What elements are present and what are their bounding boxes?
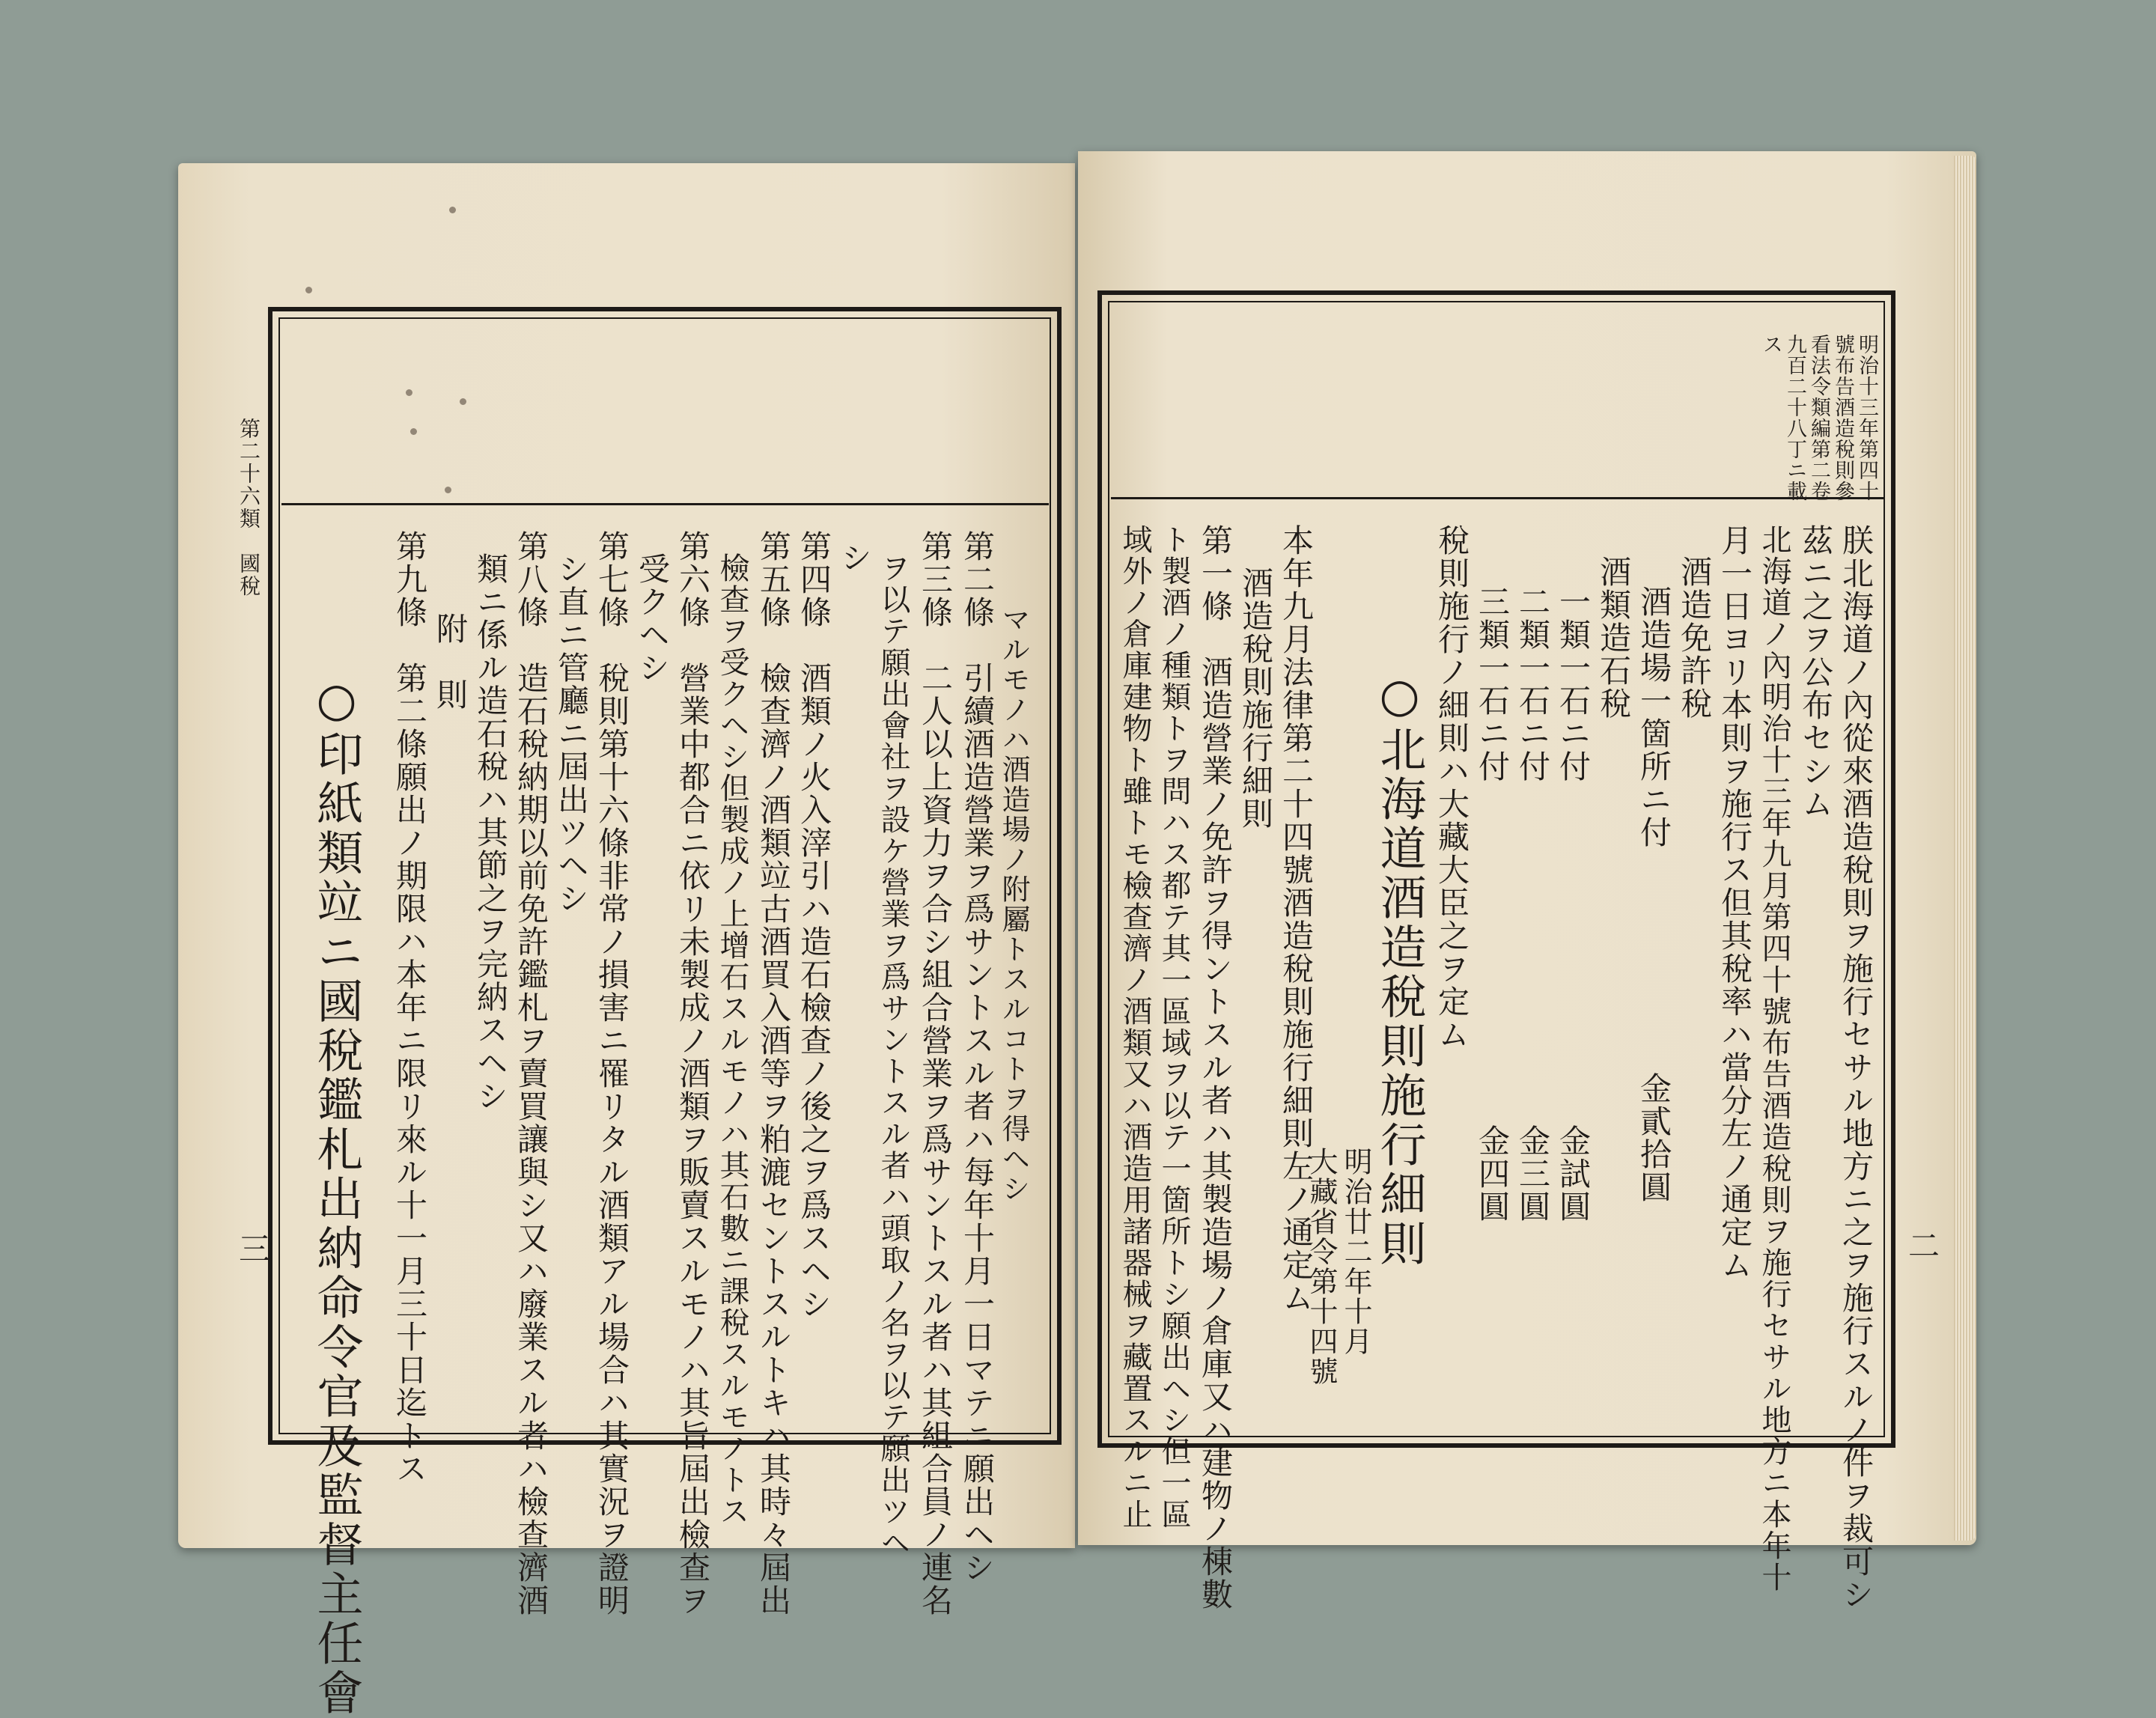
- left-col-1: マルモノハ酒造場ノ附屬トスルコトヲ得ヘシ: [997, 605, 1030, 1204]
- right-col-12: 本年九月法律第二十四號酒造稅則施行細則左ノ通定ム: [1278, 524, 1315, 1315]
- left-col-13: 第八條 造石稅納期以前免許鑑札ヲ賣買讓與シ又ハ廢業スル者ハ檢查濟酒: [513, 530, 549, 1617]
- right-col-10: 三類一石ニ付: [1474, 585, 1511, 783]
- right-col-11: 稅則施行ノ細則ハ大藏大臣之ヲ定ム: [1434, 524, 1470, 1051]
- amount-class-2: 金三圓: [1514, 1124, 1551, 1223]
- right-col-16: 域外ノ倉庫建物ト雖トモ檢查濟ノ酒類又ハ酒造用諸器械ヲ藏置スルニ止: [1118, 524, 1152, 1530]
- left-col-6: 第四條 酒類ノ火入滓引ハ造石檢查ノ後之ヲ爲スヘシ: [796, 530, 832, 1321]
- right-col-14: 第一條 酒造營業ノ免許ヲ得ントスル者ハ其製造場ノ倉庫又ハ建物ノ棟數: [1197, 524, 1234, 1611]
- open-book: [178, 150, 1990, 1718]
- right-col-5: 酒造免許稅: [1676, 555, 1713, 720]
- right-col-9: 二類一石ニ付: [1514, 585, 1551, 783]
- note-line-1: 明治十三年第四十: [1855, 334, 1878, 502]
- right-col-6: 酒造場一箇所ニ付: [1636, 585, 1672, 849]
- left-col-7: 第五條 檢查濟ノ酒類竝古酒買入酒等ヲ粕漉セントスルトキハ其時々屆出: [755, 530, 792, 1617]
- law-title: ○北海道酒造稅則施行細則: [1372, 668, 1427, 1269]
- left-col-10: 受クヘシ: [634, 552, 671, 684]
- amount-class-1: 金試圓: [1555, 1124, 1592, 1223]
- note-line-5: ス: [1759, 334, 1782, 355]
- left-col-11: 第七條 稅則第十六條非常ノ損害ニ罹リタル酒類アル場合ハ其實況ヲ證明: [594, 530, 630, 1617]
- right-col-7: 酒類造石稅: [1595, 555, 1632, 720]
- note-line-2: 號布告酒造稅則參: [1831, 334, 1854, 502]
- right-col-8: 一類一石ニ付: [1555, 585, 1592, 783]
- left-col-5: シ: [836, 541, 873, 574]
- amount-license-tax: 金貳拾圓: [1636, 1072, 1672, 1204]
- right-col-13: 酒造稅則施行細則: [1237, 567, 1274, 830]
- right-page-number: 二: [1904, 1229, 1940, 1262]
- left-section-heading: ○印紙類竝ニ國稅鑑札出納命令官及監督主任會: [309, 672, 364, 1718]
- right-header-rule: [1111, 497, 1884, 499]
- left-page: [178, 163, 1075, 1718]
- left-col-15: 附 則: [432, 612, 469, 711]
- law-number: 大藏省令第十四號: [1305, 1147, 1338, 1386]
- left-page-number: 三: [234, 1232, 271, 1265]
- right-col-15: ト製酒ノ種類トヲ問ハス都テ其一區域ヲ以テ一箇所トシ願出ヘシ但一區: [1157, 524, 1191, 1530]
- left-col-8: 檢查ヲ受クヘシ但製成ノ上增石スルモノハ其石數ニ課稅スルモノトス: [715, 552, 749, 1527]
- right-col-1: 朕北海道ノ內從來酒造稅則ヲ施行セサル地方ニ之ヲ施行スルノ件ヲ裁可シ: [1838, 524, 1875, 1611]
- note-line-4: 九百二十八丁ニ載: [1783, 334, 1806, 502]
- right-col-3: 北海道ノ內明治十三年九月第四十號布告酒造稅則ヲ施行セサル地方ニ本年十: [1757, 524, 1791, 1593]
- left-col-2: 第二條 引續酒造營業ヲ爲サントスル者ハ每年十月一日マテニ願出ヘシ: [959, 530, 996, 1584]
- left-header-rule: [281, 503, 1049, 505]
- left-col-9: 第六條 營業中都合ニ依リ未製成ノ酒類ヲ販賣スルモノハ其旨屆出檢查ヲ: [674, 530, 711, 1617]
- amount-class-3: 金四圓: [1474, 1124, 1511, 1223]
- right-col-2: 茲ニ之ヲ公布セシム: [1797, 524, 1834, 820]
- left-col-3: 第三條 二人以上資力ヲ合シ組合營業ヲ爲サントスル者ハ其組合員ノ連名: [917, 530, 954, 1617]
- left-running-header: 第二十六類 國稅: [237, 418, 261, 597]
- right-page: [1078, 151, 1976, 1611]
- page-edges: [1954, 156, 1976, 1541]
- left-col-4: ヲ以テ願出會社ヲ設ケ營業ヲ爲サントスル者ハ頭取ノ名ヲ以テ願出ツヘ: [876, 552, 910, 1559]
- right-col-4: 月一日ヨリ本則ヲ施行ス但其稅率ハ當分左ノ通定ム: [1717, 524, 1753, 1282]
- left-col-16: 第九條 第二條願出ノ期限ハ本年ニ限リ來ル十一月三十日迄トス: [392, 530, 428, 1485]
- left-col-12: シ直ニ管廳ニ屆出ツヘシ: [553, 552, 590, 915]
- law-date: 明治廿二年十月: [1339, 1147, 1372, 1356]
- note-line-3: 看法令類編第二卷: [1807, 334, 1830, 502]
- left-col-14: 類ニ係ル造石稅ハ其節之ヲ完納スヘシ: [472, 552, 509, 1112]
